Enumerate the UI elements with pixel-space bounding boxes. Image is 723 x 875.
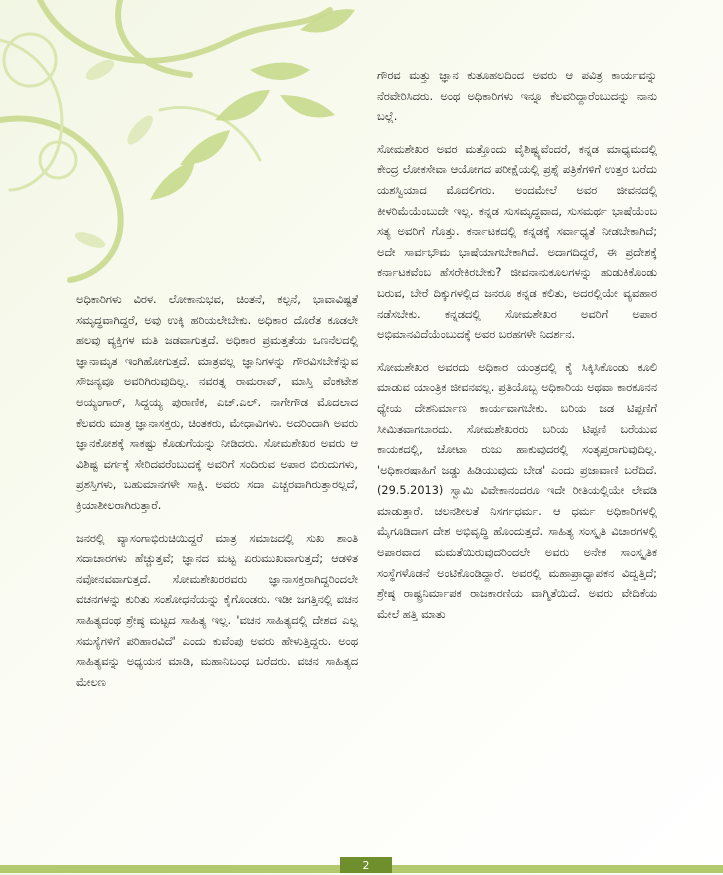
right-paragraph-2: ಸೋಮಶೇಖರ ಅವರ ಮತ್ತೊಂದು ವೈಶಿಷ್ಟ್ಯವೆಂದರೆ, ಕನ್ನಡ ಮಾಧ್ಯಮದಲ್ಲಿ ಕೇಂದ್ರ ಲೋಕಸೇವಾ ಆಯೋಗದ ಪರೀಕ್ಷೆಯಲ್ಲಿ ಪ್ರಶ್ನೆ ಪತ್ರಿಕೆಗಳಿಗೆ ಉತ್ತರ ಬರೆದು ಯಶಸ್ವಿಯಾದ ಮೊದಲಿಗರು. ಅಂದಮೇಲೆ ಅವರ ಜೀವನದಲ್ಲಿ ಕೀಳರಿಮೆಯೆಂಬುದೇ ಇಲ್ಲ. ಕನ್ನಡ ಸುಸಮೃದ್ಧವಾದ, ಸುಸಮರ್ಥ ಭಾಷೆಯೆಂಬ ಸತ್ಯ ಅವರಿಗೆ ಗೊತ್ತು. ಕರ್ನಾಟಕದಲ್ಲಿ ಕನ್ನಡಕ್ಕೆ ಸರ್ವಾಧ್ಯತೆ ನೀಡಬೇಕಾಗಿದೆ; ಅದೇ ಸಾರ್ವಭೌಮ ಭಾಷೆಯಾಗಬೇಕಾಗಿದೆ. ಅದಾಗದಿದ್ದರೆ, ಈ ಪ್ರದೇಶಕ್ಕೆ ಕರ್ನಾಟಕವೆಂಬ ಹೆಸರೇಕಿರಬೇಕು? ಜೀವನಾನುಕೂಲಗಳನ್ನು ಹುಡುಕಿಕೊಂಡು ಬರುವ, ಬೇರೆ ದಿಕ್ಕುಗಳಲ್ಲಿದ ಜನರೂ ಕನ್ನಡ ಕಲಿತು, ಅದರಲ್ಲಿಯೇ ವ್ಯವಹಾರ ನಡೆಸಬೇಕು. ಕನ್ನಡದಲ್ಲಿ ಸೋಮಶೇಖರ ಅವರಿಗೆ ಅಪಾರ ಅಭಿಮಾನವಿದೆಯೆಂಬುದಕ್ಕೆ ಅವರ ಬರಹಗಳೇ ನಿದರ್ಶನ. <box>377 142 657 342</box>
left-text-column <box>76 290 358 705</box>
left-paragraph-2: ಜನರಲ್ಲಿ ವ್ಯಾಸಂಗಾಭಿರುಚಿಯಿದ್ದರೆ ಮಾತ್ರ ಸಮಾಜದಲ್ಲಿ ಸುಖ ಶಾಂತಿ ಸದಾಚಾರಗಳು ಹೆಚ್ಚುತ್ತವೆ; ಜ್ಞಾನದ ಮಟ್ಟ ಏರುಮುಖವಾಗುತ್ತದೆ; ಆಡಳಿತ ನವೋನವವಾಗುತ್ತದೆ. ಸೋಮಶೇಖರರವರು ಜ್ಞಾನಾಸಕ್ತರಾಗಿದ್ದರಿಂದಲೇ ವಚನಗಳನ್ನು ಕುರಿತು ಸಂಶೋಧನೆಯನ್ನು ಕೈಗೊಂಡರು. ಇಡೀ ಜಗತ್ತಿನಲ್ಲಿ ವಚನ ಸಾಹಿತ್ಯದಂಥ ಶ್ರೇಷ್ಠ ಮಟ್ಟದ ಸಾಹಿತ್ಯ ಇಲ್ಲ. 'ವಚನ ಸಾಹಿತ್ಯದಲ್ಲಿ ದೇಶದ ಎಲ್ಲ ಸಮಸ್ಯೆಗಳಿಗೆ ಪರಿಹಾರವಿದೆ' ಎಂದು ಕುವೆಂಪು ಅವರು ಹೇಳುತ್ತಿದ್ದರು. ಅಂಥ ಸಾಹಿತ್ಯವನ್ನು ಅಧ್ಯಯನ ಮಾಡಿ, ಮಹಾನಿಬಂಧ ಬರೆದರು. ವಚನ ಸಾಹಿತ್ಯದ ಮೇಲಣ <box>76 531 358 689</box>
left-paragraph-1: ಅಧಿಕಾರಿಗಳು ವಿರಳ. ಲೋಕಾನುಭವ, ಚಿಂತನೆ, ಕಲ್ಪನೆ, ಭಾವಾವಿಷ್ಟತೆ ಸಮೃದ್ಧವಾಗಿದ್ದರೆ, ಅವು ಉಕ್ಕಿ ಹರಿಯಲೇಬೇಕು. ಅಧಿಕಾರ ದೊರೆತ ಕೂಡಲೇ ಹಲವು ವ್ಯಕ್ತಿಗಳ ಮತಿ ಜಡವಾಗುತ್ತದೆ. ಅಧಿಕಾರ ಪ್ರಮತ್ತತೆಯ ಒಣನೆಲದಲ್ಲಿ ಜ್ಞಾನಾಮೃತ ಇಂಗಿಹೋಗುತ್ತದೆ. ಮಾತ್ರವಲ್ಲ ಜ್ಞಾನಿಗಳನ್ನು ಗೌರವಿಸಬೇಕೆನ್ನುವ ಸೌಜನ್ಯವೂ ಅವರಿಗಿರುವುದಿಲ್ಲ. ನವರತ್ನ ರಾಮರಾವ್, ಮಾಸ್ತಿ ವೆಂಕಟೇಶ ಅಯ್ಯಂಗಾರ್, ಸಿದ್ದಯ್ಯ ಪುರಾಣಿಕ, ಎಚ್.ಎಲ್. ನಾಗೇಗೌಡ ಮೊದಲಾದ ಕೆಲವರು ಮಾತ್ರ ಜ್ಞಾನಾಸಕ್ತರು, ಚಿಂತಕರು, ಮೇಧಾವಿಗಳು. ಅದರಿಂದಾಗಿ ಅವರು ಜ್ಞಾನಕೋಶಕ್ಕೆ ಸಾಕಷ್ಟು ಕೊಡುಗೆಯನ್ನು ನೀಡಿದರು. ಸೋಮಶೇಖರ ಅವರು ಆ ವಿಶಿಷ್ಟ ವರ್ಗಕ್ಕೆ ಸೇರಿದವರೆಂಬುದಕ್ಕೆ ಅವರಿಗೆ ಸಂದಿರುವ ಅಪಾರ ಬಿರುದುಗಳು, ಪ್ರಶಸ್ತಿಗಳು, ಬಹುಮಾನಗಳೇ ಸಾಕ್ಷಿ. ಅವರು ಸದಾ ಎಚ್ಚರವಾಗಿರುತ್ತಾರಲ್ಲದೆ, ಕ್ರಿಯಾಶೀಲರಾಗಿರುತ್ತಾರೆ. <box>76 293 358 512</box>
page-number: 2 <box>340 857 392 873</box>
right-paragraph-3: ಸೋಮಶೇಖರ ಅವರದು ಅಧಿಕಾರ ಯಂತ್ರದಲ್ಲಿ ಕೈ ಸಿಕ್ಕಿಸಿಕೊಂಡು ಕೂಲಿ ಮಾಡುವ ಯಾಂತ್ರಿಕ ಜೀವನವಲ್ಲ. ಪ್ರತಿಯೊಬ್ಬ ಅಧಿಕಾರಿಯ ಅಥವಾ ಕಾರಕೂನನ ಧ್ಯೇಯ ದೇಶನಿರ್ಮಾಣ ಕಾರ್ಯವಾಗಬೇಕು. ಬರಿಯ ಜಡ ಟಿಪ್ಪಣಿಗೆ ಸೀಮಿತವಾಗಬಾರದು. ಸೋಮಶೇಖರರು ಬರಿಯ ಟಿಪ್ಪಣಿ ಬರೆಯುವ ಕಾಯಕದಲ್ಲಿ, ಚೋಟಾ ರುಜು ಹಾಕುವುದರಲ್ಲಿ ಸಂತೃಪ್ತರಾಗುವುದಿಲ್ಲ. 'ಅಧಿಕಾರಷಾಹಿಗೆ ಜಡ್ಡು ಹಿಡಿಯುವುದು ಬೇಡ' ಎಂದು ಪ್ರಜಾವಾಣಿ ಬರೆದಿದೆ. (29.5.2013) ಸ್ವಾಮಿ ವಿವೇಕಾನಂದರೂ ಇದೇ ರೀತಿಯಲ್ಲಿಯೇ ಲೇವಡಿ ಮಾಡುತ್ತಾರೆ. ಚಲನಶೀಲತೆ ನಿಸರ್ಗಧರ್ಮ. ಆ ಧರ್ಮ ಅಧಿಕಾರಿಗಳಲ್ಲಿ ಮೈಗೂಡಿದಾಗ ದೇಶ ಅಭಿವೃದ್ಧಿ ಹೊಂದುತ್ತದೆ. ಸಾಹಿತ್ಯ ಸಂಸ್ಕೃತಿ ವಿಚಾರಗಳಲ್ಲಿ ಅಪಾರವಾದ ಮಮತೆಯಿರುವುದರಿಂದಲೇ ಅವರು ಅನೇಕ ಸಾಂಸ್ಕೃತಿಕ ಸಂಸ್ಥೆಗಳೊಡನೆ ಅಂಟಿಕೊಂಡಿದ್ದಾರೆ. ಅವರಲ್ಲಿ ಮಹಾಪ್ರಾಧ್ಯಾಪಕನ ವಿದ್ವತ್ತಿದೆ; ಶ್ರೇಷ್ಠ ರಾಷ್ಟ್ರನಿರ್ಮಾಪಕ ರಾಜಕಾರಣಿಯ ವಾಗ್ಮಿತೆಯಿದೆ. ಅವರು ವೇದಿಕೆಯ ಮೇಲೆ ಹತ್ತಿ ಮಾತು <box>377 360 657 621</box>
right-paragraph-1: ಗೌರವ ಮತ್ತು ಜ್ಞಾನ ಕುತೂಹಲದಿಂದ ಅವರು ಆ ಪವಿತ್ರ ಕಾರ್ಯವನ್ನು ನೆರವೇರಿಸಿದರು. ಅಂಥ ಅಧಿಕಾರಿಗಳು ಇನ್ನೂ ಕೆಲವರಿದ್ದಾರೆಂಬುದನ್ನು ನಾನು ಬಲ್ಲೆ. <box>377 69 657 124</box>
right-text-column <box>377 66 657 637</box>
floral-ornament <box>0 0 360 285</box>
